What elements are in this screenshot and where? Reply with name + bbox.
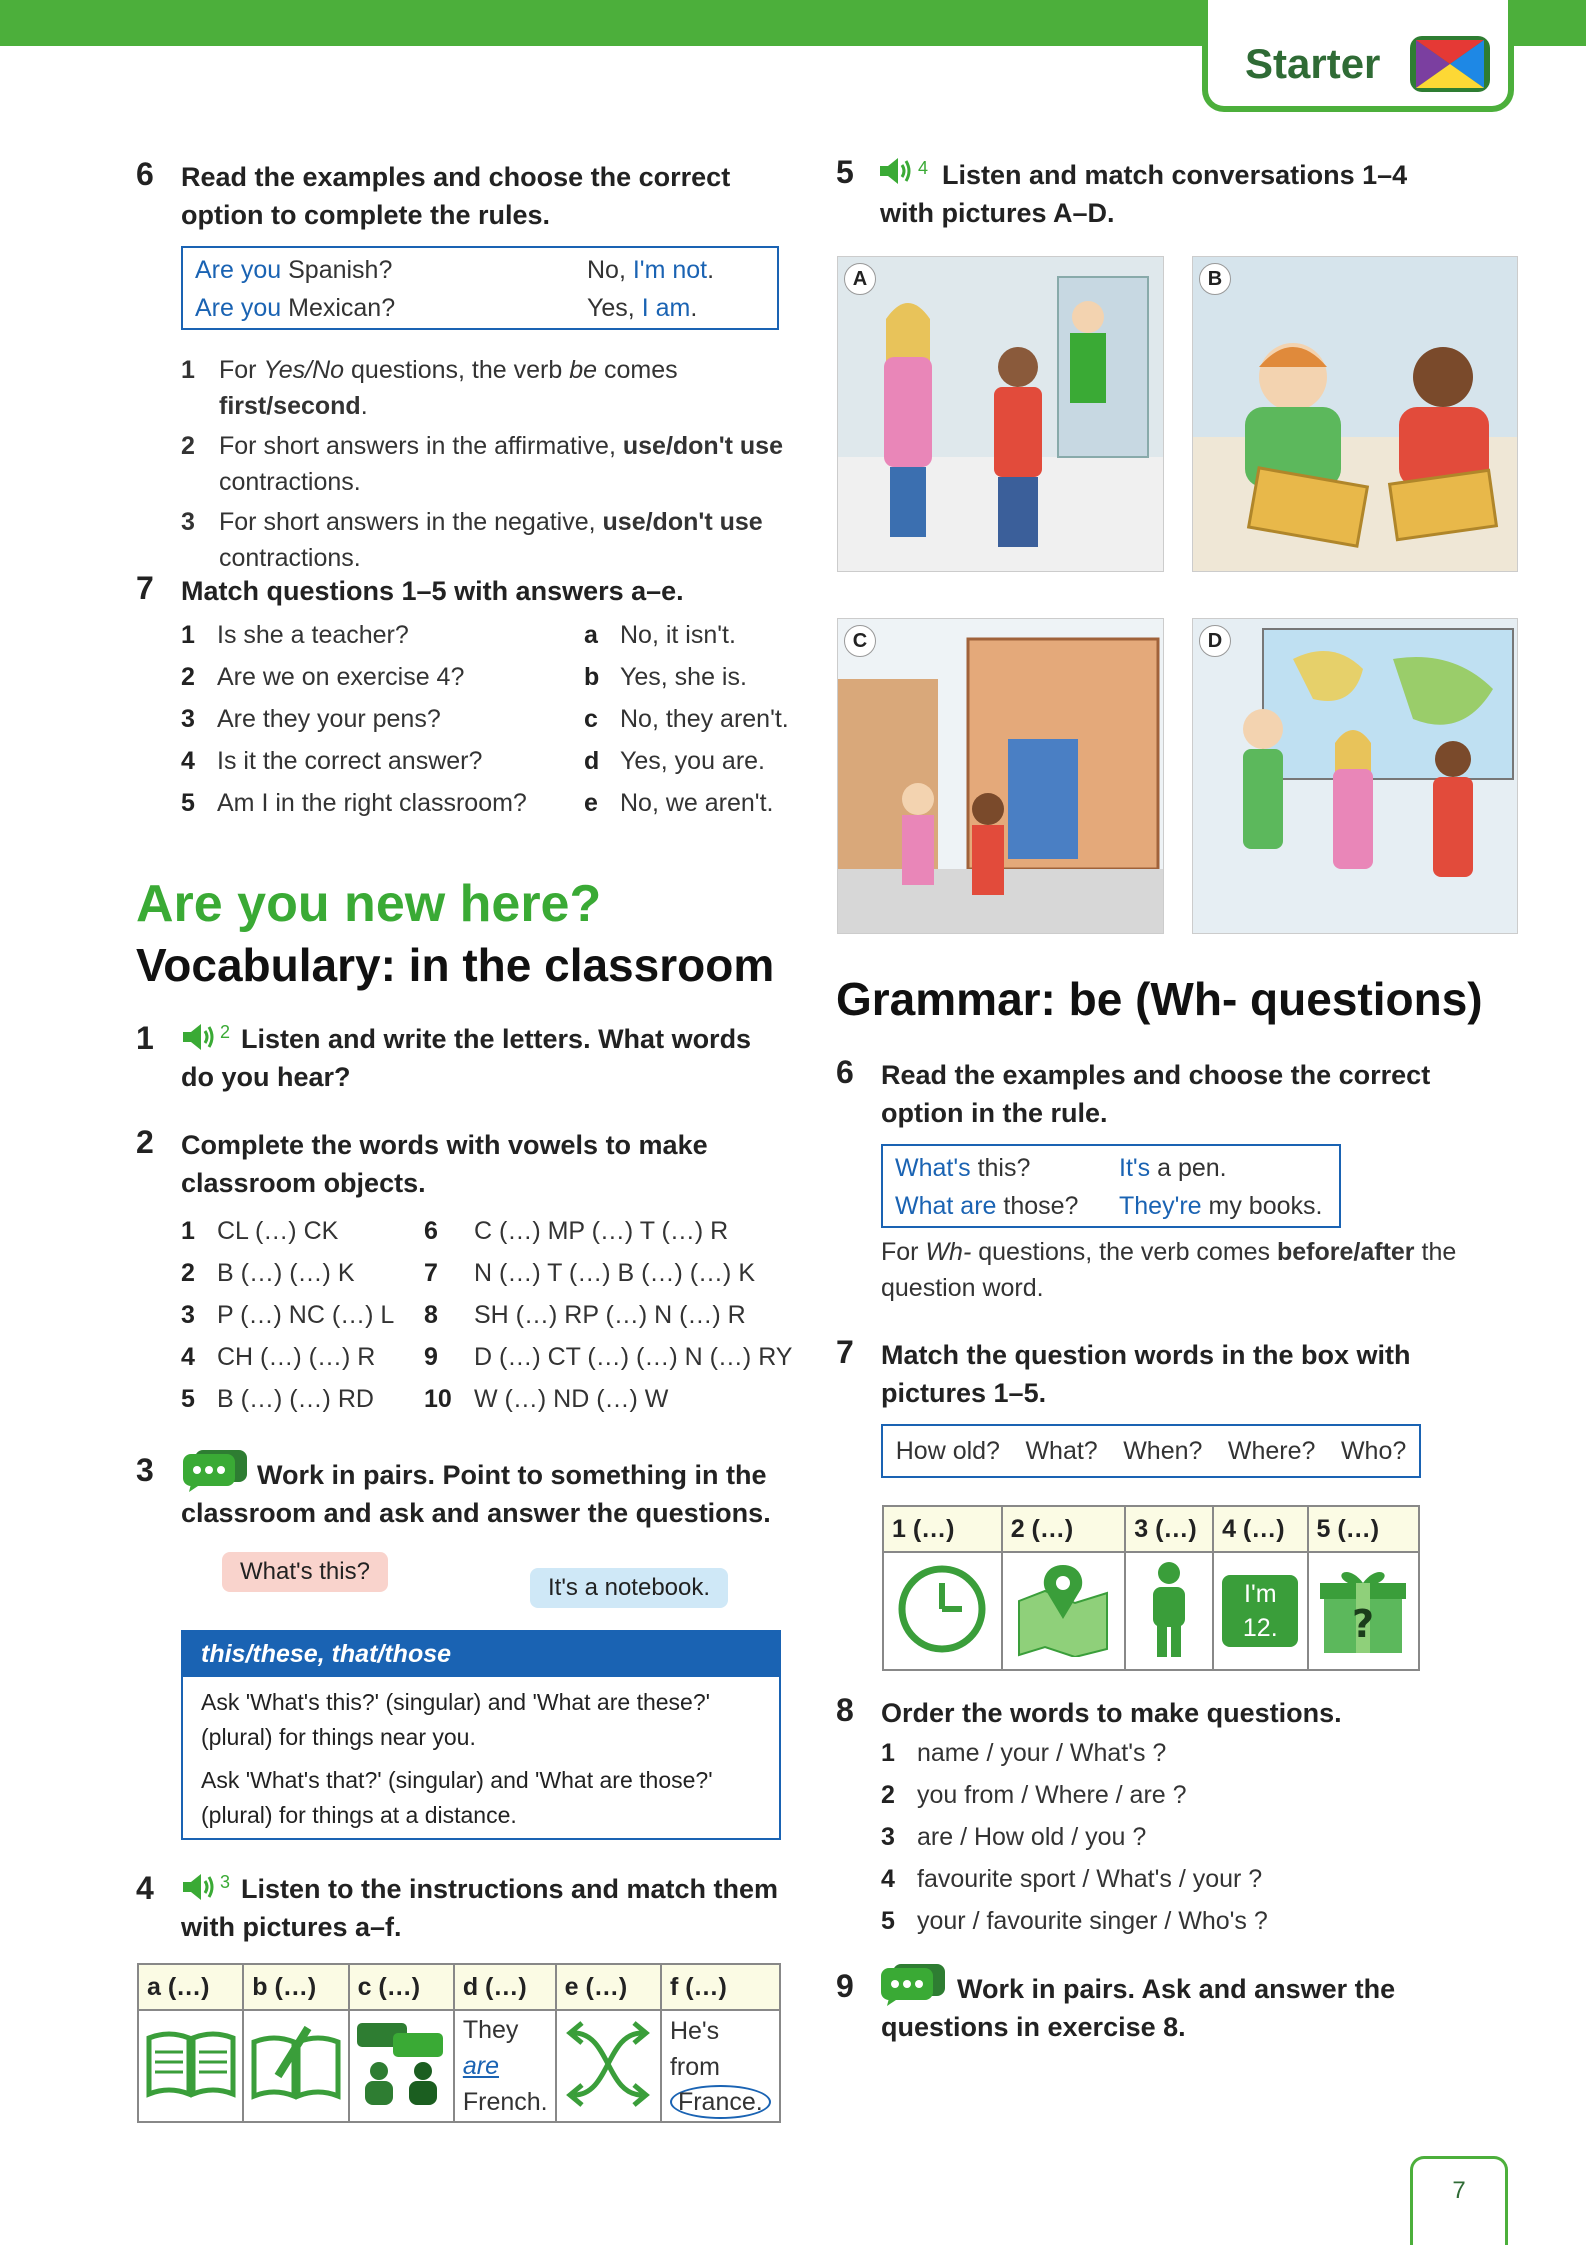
- table-cell: [556, 2010, 661, 2122]
- list-item: 1 CL (…) CK: [181, 1217, 339, 1245]
- school-entrance-illustration: [838, 619, 1164, 934]
- list-item: e No, we aren't.: [584, 789, 774, 817]
- list-item: 7 N (…) T (…) B (…) (…) K: [424, 1259, 755, 1287]
- list-item: 5 your / favourite singer / Who's ?: [881, 1907, 1268, 1935]
- list-item: d Yes, you are.: [584, 747, 766, 775]
- list-item: 3 P (…) NC (…) L: [181, 1301, 395, 1329]
- exercise-number: 1: [136, 1020, 154, 1056]
- table-cell: [1213, 1552, 1307, 1670]
- question-word: Where?: [1227, 1437, 1316, 1465]
- question-list: [181, 614, 561, 824]
- table-header: 2 (…): [1002, 1506, 1126, 1552]
- exercise-instruction: Read the examples and choose the correct option to complete the rules.: [181, 162, 731, 230]
- table-header: 4 (…): [1213, 1506, 1307, 1552]
- table-cell: [454, 2010, 556, 2122]
- list-item: 4 Is it the correct answer?: [181, 747, 483, 775]
- cell-line: from: [669, 2053, 720, 2081]
- example-answer: They're my books.: [1119, 1192, 1323, 1220]
- exercise-number: 7: [836, 1334, 854, 1370]
- exercise-instruction: Work in pairs. Ask and answer the questions in exercise 8.: [881, 1974, 1396, 2042]
- picture-label: C: [844, 625, 876, 657]
- rule-item: 2 For short answers in the affirmative, use/don't use contractions.: [181, 432, 783, 496]
- school-corridor-illustration: [838, 257, 1164, 572]
- exercise-instruction: Read the examples and choose the correct option in the rule.: [881, 1060, 1431, 1128]
- table-cell: [883, 1552, 1002, 1670]
- rule-item: 3 For short answers in the negative, use/don't use contractions.: [181, 508, 763, 572]
- table-cell: [1308, 1552, 1419, 1670]
- table-header: c (…): [349, 1964, 454, 2010]
- example-question: Are you Spanish?: [195, 256, 393, 284]
- exercise-instruction: Listen to the instructions and match them with pictures a–f.: [181, 1874, 779, 1942]
- cell-line: 12.: [1242, 1614, 1278, 1642]
- classroom-map-illustration: [1193, 619, 1518, 934]
- list-item: 5 B (…) (…) RD: [181, 1385, 374, 1413]
- cell-line: French.: [462, 2088, 548, 2116]
- track-number: 2: [220, 1022, 231, 1042]
- answer-list: [584, 614, 804, 824]
- starter-logo-icon: [1406, 32, 1494, 96]
- exercise-instruction: Listen and match conversations 1–4 with pictures A–D.: [880, 160, 1408, 228]
- exercise-number: 4: [136, 1870, 154, 1906]
- list-item: 2 B (…) (…) K: [181, 1259, 355, 1287]
- grammar-title: Grammar: be (Wh- questions): [836, 973, 1483, 1025]
- note-title: this/these, that/those: [183, 1632, 779, 1677]
- table-header: 1 (…): [883, 1506, 1002, 1552]
- talk-in-pairs-icon: [353, 2019, 449, 2109]
- track-number: 4: [918, 158, 929, 178]
- example-question: What are those?: [895, 1192, 1079, 1220]
- picture-match-table: [137, 1963, 781, 2123]
- list-item: 4 CH (…) (…) R: [181, 1343, 376, 1371]
- page-number: 7: [1410, 2156, 1508, 2245]
- list-item: b Yes, she is.: [584, 663, 747, 691]
- list-item: 8 SH (…) RP (…) N (…) R: [424, 1301, 746, 1329]
- list-item: 1 name / your / What's ?: [881, 1739, 1167, 1767]
- person-icon: [1139, 1559, 1199, 1659]
- exercise-number: 8: [836, 1692, 854, 1728]
- rule-item: 1 For Yes/No questions, the verb be comes first/second.: [181, 356, 678, 420]
- picture-a: [837, 256, 1164, 572]
- order-list: [881, 1732, 1481, 1942]
- examples-box: [181, 246, 779, 330]
- map-pin-icon: [1013, 1561, 1113, 1657]
- table-header: a (…): [138, 1964, 243, 2010]
- exercise-number: 7: [136, 570, 154, 606]
- example-answer: It's a pen.: [1119, 1154, 1227, 1182]
- table-header: e (…): [556, 1964, 661, 2010]
- list-item: 2 Are we on exercise 4?: [181, 663, 465, 691]
- table-cell: [349, 2010, 454, 2122]
- cell-line: They: [462, 2016, 519, 2044]
- exercise-number: 5: [836, 154, 854, 190]
- exercise-number: 9: [836, 1968, 854, 2004]
- grammar-rule: For Wh- questions, the verb comes before/after the question word.: [881, 1238, 1457, 1302]
- svg-text:?: ?: [1352, 1601, 1375, 1646]
- example-answer: Yes, I am.: [587, 294, 698, 322]
- table-cell: [138, 2010, 243, 2122]
- picture-label: B: [1199, 263, 1231, 295]
- list-item: 3 are / How old / you ?: [881, 1823, 1147, 1851]
- grammar-note-box: [181, 1630, 781, 1840]
- list-item: 6 C (…) MP (…) T (…) R: [424, 1217, 729, 1245]
- speech-bubble-answer: It's a notebook.: [530, 1568, 728, 1608]
- table-header: f (…): [661, 1964, 780, 2010]
- rules-list: [181, 352, 801, 576]
- picture-label: D: [1199, 625, 1231, 657]
- table-cell: [1125, 1552, 1213, 1670]
- cell-line: I'm: [1244, 1580, 1277, 1608]
- question-word: What?: [1025, 1437, 1098, 1465]
- speech-bubble-question: What's this?: [222, 1552, 388, 1592]
- write-in-book-icon: [248, 2024, 344, 2104]
- section-label: Starter: [1245, 40, 1381, 87]
- list-item: 1 Is she a teacher?: [181, 621, 409, 649]
- examples-box: [881, 1144, 1341, 1228]
- example-answer: No, I'm not.: [587, 256, 715, 284]
- table-cell: [1002, 1552, 1126, 1670]
- exercise-number: 2: [136, 1124, 154, 1160]
- list-item: a No, it isn't.: [584, 621, 736, 649]
- list-item: 10 W (…) ND (…) W: [424, 1385, 669, 1413]
- exercise-number: 6: [136, 156, 154, 192]
- exercise-instruction: Match questions 1–5 with answers a–e.: [181, 576, 684, 606]
- exercise-instruction: Match the question words in the box with pictures 1–5.: [881, 1340, 1411, 1408]
- question-word: Who?: [1340, 1437, 1407, 1465]
- open-book-icon: [143, 2024, 239, 2104]
- exercise-number: 3: [136, 1452, 154, 1488]
- school-canteen-illustration: [1193, 257, 1518, 572]
- exercise-number: 6: [836, 1054, 854, 1090]
- question-word: How old?: [895, 1437, 1000, 1465]
- gift-icon: [1318, 1561, 1408, 1657]
- table-header: 3 (…): [1125, 1506, 1213, 1552]
- exercise-instruction: Complete the words with vowels to make classroom objects.: [181, 1130, 708, 1198]
- table-header: b (…): [243, 1964, 348, 2010]
- track-number: 3: [220, 1872, 231, 1892]
- question-word-table: [882, 1505, 1420, 1671]
- word-list: [181, 1210, 431, 1420]
- example-question: Are you Mexican?: [195, 294, 396, 322]
- match-arrows-icon: [560, 2019, 656, 2109]
- cell-line: France.: [670, 2085, 771, 2119]
- list-item: c No, they aren't.: [584, 705, 789, 733]
- list-item: 4 favourite sport / What's / your ?: [881, 1865, 1263, 1893]
- exercise-instruction: Listen and write the letters. What words do you hear?: [181, 1024, 752, 1092]
- note-line: Ask 'What's that?' (singular) and 'What are those?' (plural) for things at a distance.: [201, 1767, 713, 1828]
- speech-bubble-icon: [1222, 1575, 1298, 1647]
- table-cell: [661, 2010, 780, 2122]
- list-item: 9 D (…) CT (…) (…) N (…) RY: [424, 1343, 793, 1371]
- cell-line: He's: [669, 2017, 720, 2045]
- picture-b: [1192, 256, 1518, 572]
- vocabulary-title: Vocabulary: in the classroom: [136, 939, 775, 991]
- picture-label: A: [844, 263, 876, 295]
- table-header: d (…): [454, 1964, 556, 2010]
- section-title: Are you new here?: [136, 875, 602, 933]
- question-word: When?: [1123, 1437, 1203, 1465]
- exercise-instruction: Order the words to make questions.: [881, 1698, 1342, 1728]
- table-cell: [243, 2010, 348, 2122]
- exercise-instruction: Work in pairs. Point to something in the classroom and ask and answer the questions.: [181, 1460, 771, 1528]
- list-item: 5 Am I in the right classroom?: [181, 789, 527, 817]
- cell-line: are: [462, 2052, 499, 2080]
- list-item: 2 you from / Where / are ?: [881, 1781, 1187, 1809]
- example-question: What's this?: [895, 1154, 1031, 1182]
- list-item: 3 Are they your pens?: [181, 705, 441, 733]
- word-list: [424, 1210, 804, 1420]
- note-line: Ask 'What's this?' (singular) and 'What are these?' (plural) for things near you.: [201, 1689, 711, 1750]
- question-word-box: [881, 1424, 1421, 1478]
- table-header: 5 (…): [1308, 1506, 1419, 1552]
- picture-d: [1192, 618, 1518, 934]
- picture-c: [837, 618, 1164, 934]
- clock-icon: [894, 1561, 990, 1657]
